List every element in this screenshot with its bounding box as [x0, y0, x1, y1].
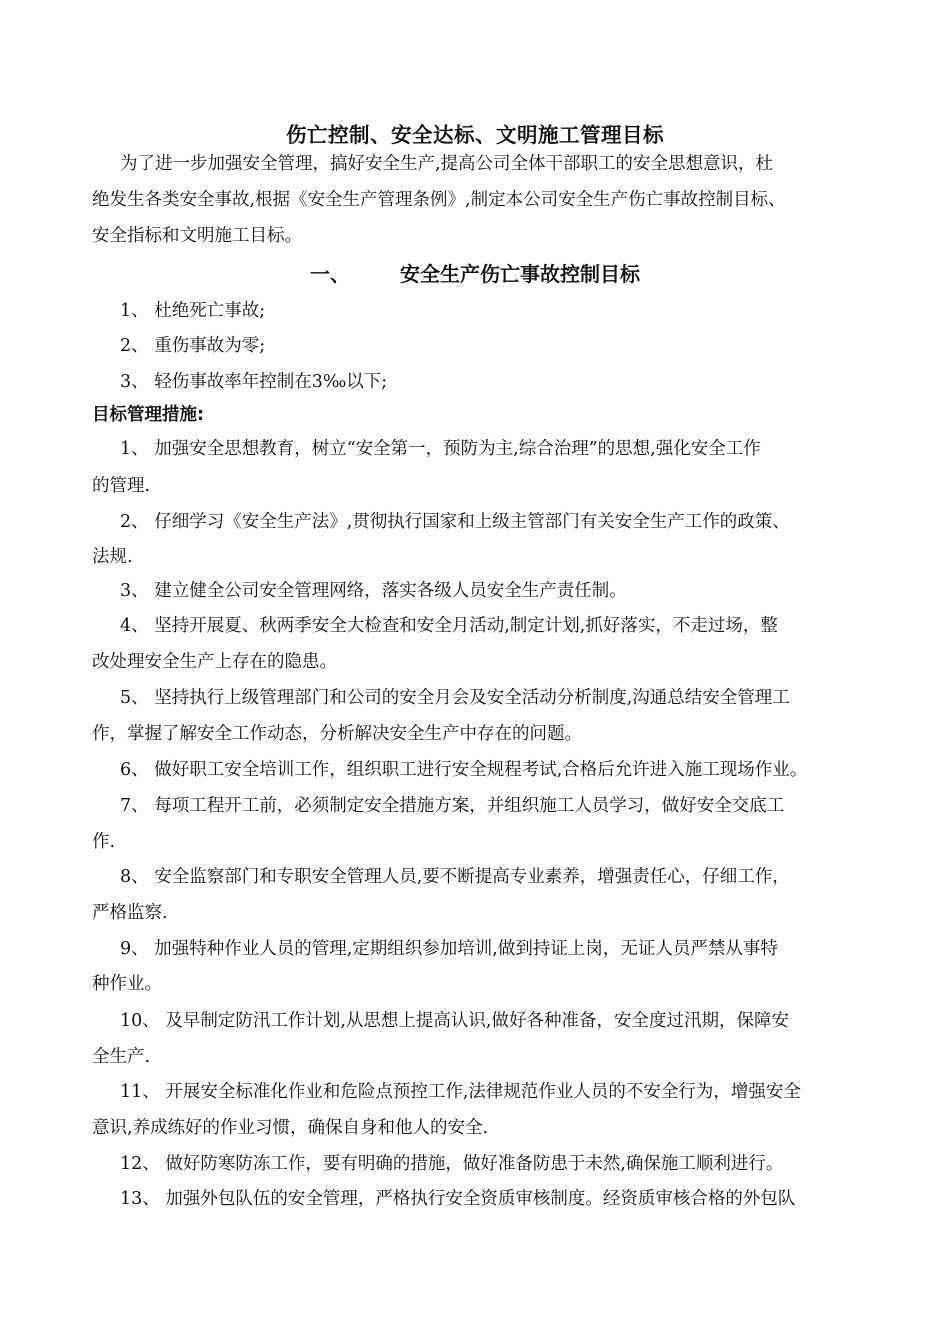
measure-line: 10、 及早制定防汛工作计划,从思想上提高认识,做好各种准备，安全度过汛期，保障安: [120, 1011, 789, 1031]
measure-line: 意识,养成练好的作业习惯，确保自身和他人的安全.: [92, 1118, 489, 1138]
section-number: 一、: [310, 262, 350, 286]
section-heading: [0, 258, 950, 287]
measure-line: 9、 加强特种作业人员的管理,定期组织参加培训,做到持证上岗，无证人员严禁从事特: [120, 939, 778, 959]
target-item: 3、 轻伤事故率年控制在3‰以下;: [120, 372, 388, 392]
measure-line: 8、 安全监察部门和专职安全管理人员,要不断提高专业素养，增强责任心，仔细工作，: [120, 867, 790, 887]
target-item: 2、 重伤事故为零;: [120, 336, 266, 356]
document-title: 伤亡控制、安全达标、文明施工管理目标: [286, 123, 664, 147]
measure-line: 5、 坚持执行上级管理部门和公司的安全月会及安全活动分析制度,沟通总结安全管理工: [120, 688, 790, 708]
measure-line: 11、 开展安全标准化作业和危险点预控工作,法律规范作业人员的不安全行为，增强安全: [120, 1082, 801, 1102]
measure-line: 种作业。: [92, 974, 162, 994]
measure-line: 作，掌握了解安全工作动态，分析解决安全生产中存在的问题。: [92, 724, 582, 744]
target-item: 1、 杜绝死亡事故;: [120, 301, 266, 321]
measure-line: 作.: [92, 832, 116, 852]
measure-line: 严格监察.: [92, 903, 168, 923]
measure-line: 13、 加强外包队伍的安全管理，严格执行安全资质审核制度。经资质审核合格的外包队: [120, 1189, 796, 1209]
measure-line: 6、 做好职工安全培训工作，组织职工进行安全规程考试,合格后允许进入施工现场作业。: [120, 760, 808, 780]
intro-line-1: 为了进一步加强安全管理，搞好安全生产,提高公司全体干部职工的安全思想意识，杜: [120, 154, 774, 174]
measure-line: 全生产.: [92, 1047, 151, 1067]
measure-line: 2、 仔细学习《安全生产法》,贯彻执行国家和上级主管部门有关安全生产工作的政策、: [120, 512, 790, 532]
measures-heading: 目标管理措施:: [92, 405, 204, 425]
measure-line: 4、 坚持开展夏、秋两季安全大检查和安全月活动,制定计划,抓好落实，不走过场，整: [120, 616, 778, 636]
intro-line-3: 安全指标和文明施工目标。: [92, 226, 302, 246]
measure-line: 法规.: [92, 547, 133, 567]
measure-line: 1、 加强安全思想教育，树立“安全第一，预防为主,综合治理”的思想,强化安全工作: [120, 439, 761, 459]
section-title: 安全生产伤亡事故控制目标: [400, 262, 640, 286]
measure-line: 的管理.: [92, 476, 151, 496]
measure-line: 7、 每项工程开工前，必须制定安全措施方案，并组织施工人员学习，做好安全交底工: [120, 796, 785, 816]
measure-line: 改处理安全生产上存在的隐患。: [92, 652, 337, 672]
measure-line: 12、 做好防寒防冻工作，要有明确的措施，做好准备防患于未然,确保施工顺利进行。: [120, 1154, 784, 1174]
measure-line: 3、 建立健全公司安全管理网络，落实各级人员安全生产责任制。: [120, 581, 627, 601]
intro-line-2: 绝发生各类安全事故,根据《安全生产管理条例》,制定本公司安全生产伤亡事故控制目标、: [92, 190, 786, 210]
